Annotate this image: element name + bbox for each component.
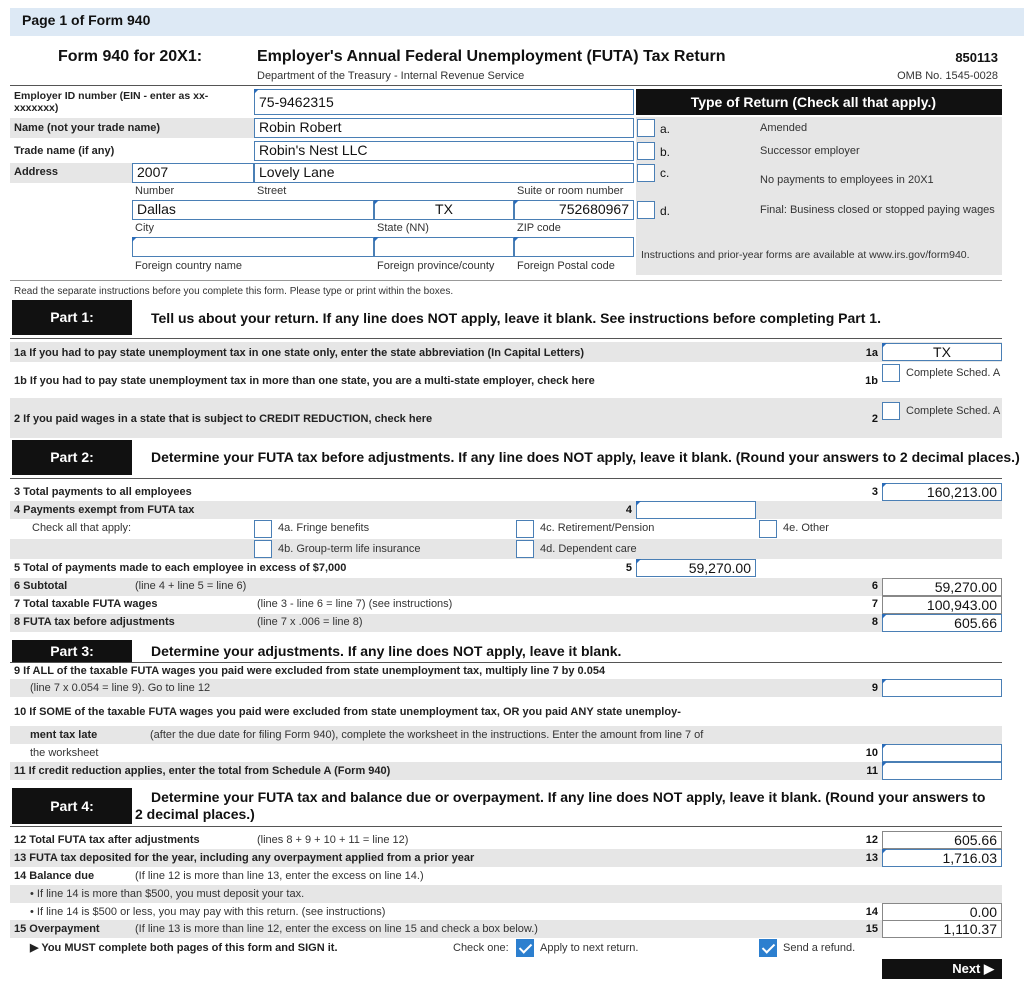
department: Department of the Treasury - Internal Revenue Service (257, 70, 525, 82)
part4-title: Determine your FUTA tax and balance due or overpayment. If any line does NOT apply, leave it blank. (Round your answers to 2 decimal places.) (135, 789, 986, 822)
option-b-label: Successor employer (760, 145, 860, 157)
street-label: Street (257, 185, 287, 197)
must-sign-note: ▶ You MUST complete both pages of this form and SIGN it. (30, 942, 338, 954)
check-all-label: Check all that apply: (32, 522, 132, 534)
address-street-field[interactable]: Lovely Lane (254, 163, 634, 183)
line1a-label: 1a If you had to pay state unemployment tax in one state only, enter the state abbreviation (In Capital Letters) (14, 347, 585, 359)
line9-label: 9 If ALL of the taxable FUTA wages you paid were excluded from state unemployment tax, multiply line 7 by 0.054 (14, 665, 606, 677)
line8-label: 8 FUTA tax before adjustments (14, 616, 175, 628)
option-d-letter: d. (660, 204, 671, 218)
line5-num: 5 (625, 562, 632, 574)
line3-label: 3 Total payments to all employees (14, 486, 192, 498)
return-type-title: Type of Return (Check all that apply.) (636, 89, 1002, 115)
apply-next-return-checkbox[interactable] (516, 939, 534, 957)
line10-label: 10 If SOME of the taxable FUTA wages you paid were excluded from state unemployment tax, OR you paid ANY state unemploy- (14, 706, 681, 718)
exempt-payments-field[interactable] (636, 501, 756, 519)
trade-name-label: Trade name (if any) (14, 145, 115, 157)
line7-label: 7 Total taxable FUTA wages (14, 598, 158, 610)
form-name: Form 940 for 20X1: (58, 48, 203, 65)
balance-due-field: 0.00 (882, 903, 1002, 921)
line4-num: 4 (625, 504, 632, 516)
line15-note: (If line 13 is more than line 12, enter the excess on line 15 and check a box below.) (135, 923, 538, 935)
retirement-label: 4c. Retirement/Pension (540, 522, 655, 534)
line2-num: 2 (871, 413, 878, 425)
name-label: Name (not your trade name) (14, 122, 161, 134)
state-abbrev-field[interactable]: TX (882, 343, 1002, 361)
suite-label: Suite or room number (517, 185, 624, 197)
subtotal-field: 59,270.00 (882, 578, 1002, 596)
line14-note: (If line 12 is more than line 13, enter the excess on line 14.) (135, 870, 424, 882)
read-note: Read the separate instructions before you complete this form. Please type or print within the boxes. (14, 286, 454, 297)
excess-payments-field[interactable]: 59,270.00 (636, 559, 756, 577)
fringe-benefits-label: 4a. Fringe benefits (278, 522, 370, 534)
taxable-wages-field: 100,943.00 (882, 596, 1002, 614)
ein-field[interactable]: 75-9462315 (254, 89, 634, 115)
option-d-label: Final: Business closed or stopped paying wages (760, 204, 995, 216)
send-refund-label: Send a refund. (783, 942, 856, 954)
zip-label: ZIP code (517, 222, 561, 234)
line10-field[interactable] (882, 744, 1002, 762)
line7-num: 7 (871, 598, 878, 610)
line3-num: 3 (871, 486, 878, 498)
final-checkbox[interactable] (637, 201, 655, 219)
form-title: Employer's Annual Federal Unemployment (FUTA) Tax Return (257, 48, 726, 65)
line9-num: 9 (871, 682, 878, 694)
option-a-label: Amended (760, 122, 808, 134)
address-label: Address (14, 166, 59, 178)
retirement-checkbox[interactable] (516, 520, 534, 538)
city-field[interactable]: Dallas (132, 200, 374, 220)
line15-label: 15 Overpayment (14, 923, 100, 935)
part4-label: Part 4: (12, 788, 132, 824)
line9-note: (line 7 x 0.054 = line 9). Go to line 12 (30, 682, 211, 694)
futa-before-adj-field[interactable]: 605.66 (882, 614, 1002, 632)
line1a-num: 1a (865, 347, 878, 359)
dependent-care-label: 4d. Dependent care (540, 543, 637, 555)
line4-label: 4 Payments exempt from FUTA tax (14, 504, 195, 516)
option-a-letter: a. (660, 122, 671, 136)
page-title-bar (10, 8, 1024, 36)
futa-deposited-field[interactable]: 1,716.03 (882, 849, 1002, 867)
line1b-num: 1b (865, 375, 878, 387)
apply-next-return-label: Apply to next return. (540, 942, 639, 954)
line11-label: 11 If credit reduction applies, enter the total from Schedule A (Form 940) (14, 765, 391, 777)
part3-label: Part 3: (12, 640, 132, 662)
no-payments-checkbox[interactable] (637, 164, 655, 182)
line2-label: 2 If you paid wages in a state that is subject to CREDIT REDUCTION, check here (14, 413, 433, 425)
group-term-life-checkbox[interactable] (254, 540, 272, 558)
line8-num: 8 (871, 616, 878, 628)
name-field[interactable]: Robin Robert (254, 118, 634, 138)
line12-label: 12 Total FUTA tax after adjustments (14, 834, 200, 846)
line14-num: 14 (865, 906, 878, 918)
line13-label: 13 FUTA tax deposited for the year, including any overpayment applied from a prior year (14, 852, 475, 864)
other-label: 4e. Other (783, 522, 829, 534)
amended-checkbox[interactable] (637, 119, 655, 137)
option-c-label: No payments to employees in 20X1 (760, 174, 934, 186)
line8-note: (line 7 x .006 = line 8) (257, 616, 363, 628)
address-number-field[interactable]: 2007 (132, 163, 254, 183)
line11-field[interactable] (882, 762, 1002, 780)
foreign-country-label: Foreign country name (135, 260, 242, 272)
total-futa-field: 605.66 (882, 831, 1002, 849)
line14-label: 14 Balance due (14, 870, 95, 882)
part2-title: Determine your FUTA tax before adjustments. If any line does NOT apply, leave it blank. (Round your answers to 2 decimal places.) (151, 449, 1020, 465)
line6-note: (line 4 + line 5 = line 6) (135, 580, 247, 592)
line2-sched-label: Complete Sched. A (906, 405, 1001, 417)
dependent-care-checkbox[interactable] (516, 540, 534, 558)
foreign-country-field[interactable] (132, 237, 374, 257)
line10-note: (after the due date for filing Form 940), complete the worksheet in the instructions. Enter the amount from line 7 of (150, 729, 704, 741)
omb-number: OMB No. 1545-0028 (897, 70, 998, 82)
line11-num: 11 (866, 765, 878, 777)
line12-num: 12 (865, 834, 878, 846)
line14-bullet2: • If line 14 is $500 or less, you may pay with this return. (see instructions) (30, 906, 386, 918)
line7-note: (line 3 - line 6 = line 7) (see instructions) (257, 598, 453, 610)
line10-worksheet: the worksheet (30, 747, 99, 759)
city-label: City (135, 222, 154, 234)
line9-field[interactable] (882, 679, 1002, 697)
zip-field[interactable]: 752680967 (514, 200, 634, 220)
line10-late-label: ment tax late (30, 729, 98, 741)
line6-label: 6 Subtotal (14, 580, 68, 592)
part3-title: Determine your adjustments. If any line does NOT apply, leave it blank. (151, 643, 622, 659)
number-label: Number (135, 185, 175, 197)
send-refund-checkbox[interactable] (759, 939, 777, 957)
part1-title: Tell us about your return. If any line does NOT apply, leave it blank. See instructions before completing Part 1. (151, 310, 881, 326)
overpayment-field: 1,110.37 (882, 920, 1002, 938)
line12-note: (lines 8 + 9 + 10 + 11 = line 12) (257, 834, 409, 846)
line13-num: 13 (865, 852, 878, 864)
part1-label: Part 1: (12, 300, 132, 335)
check-one-label: Check one: (453, 942, 509, 954)
state-label: State (NN) (377, 222, 429, 234)
trade-name-field[interactable]: Robin's Nest LLC (254, 141, 634, 161)
foreign-province-field[interactable] (374, 237, 514, 257)
instructions-note: Instructions and prior-year forms are available at www.irs.gov/form940. (641, 249, 970, 261)
line10-num: 10 (865, 747, 878, 759)
line15-num: 15 (865, 923, 878, 935)
line1b-label: 1b If you had to pay state unemployment tax in more than one state, you are a multi-state employer, check here (14, 375, 595, 387)
state-field[interactable]: TX (374, 200, 514, 220)
line6-num: 6 (871, 580, 878, 592)
foreign-postal-label: Foreign Postal code (517, 260, 615, 272)
option-b-letter: b. (660, 145, 671, 159)
page-title: Page 1 of Form 940 (22, 12, 151, 28)
group-term-life-label: 4b. Group-term life insurance (278, 543, 421, 555)
next-button[interactable]: Next ▶ (882, 959, 1002, 979)
line1b-sched-label: Complete Sched. A (906, 367, 1001, 379)
form-code: 850113 (955, 50, 998, 65)
option-c-letter: c. (660, 166, 670, 180)
line14-bullet1: • If line 14 is more than $500, you must deposit your tax. (30, 888, 305, 900)
successor-checkbox[interactable] (637, 142, 655, 160)
fringe-benefits-checkbox[interactable] (254, 520, 272, 538)
total-payments-field[interactable]: 160,213.00 (882, 483, 1002, 501)
foreign-postal-field[interactable] (514, 237, 634, 257)
foreign-province-label: Foreign province/county (377, 260, 495, 272)
other-checkbox[interactable] (759, 520, 777, 538)
part2-label: Part 2: (12, 440, 132, 475)
ein-label: Employer ID number (EIN - enter as xx-xxxxxxx) (14, 90, 209, 114)
line5-label: 5 Total of payments made to each employee in excess of $7,000 (14, 562, 347, 574)
